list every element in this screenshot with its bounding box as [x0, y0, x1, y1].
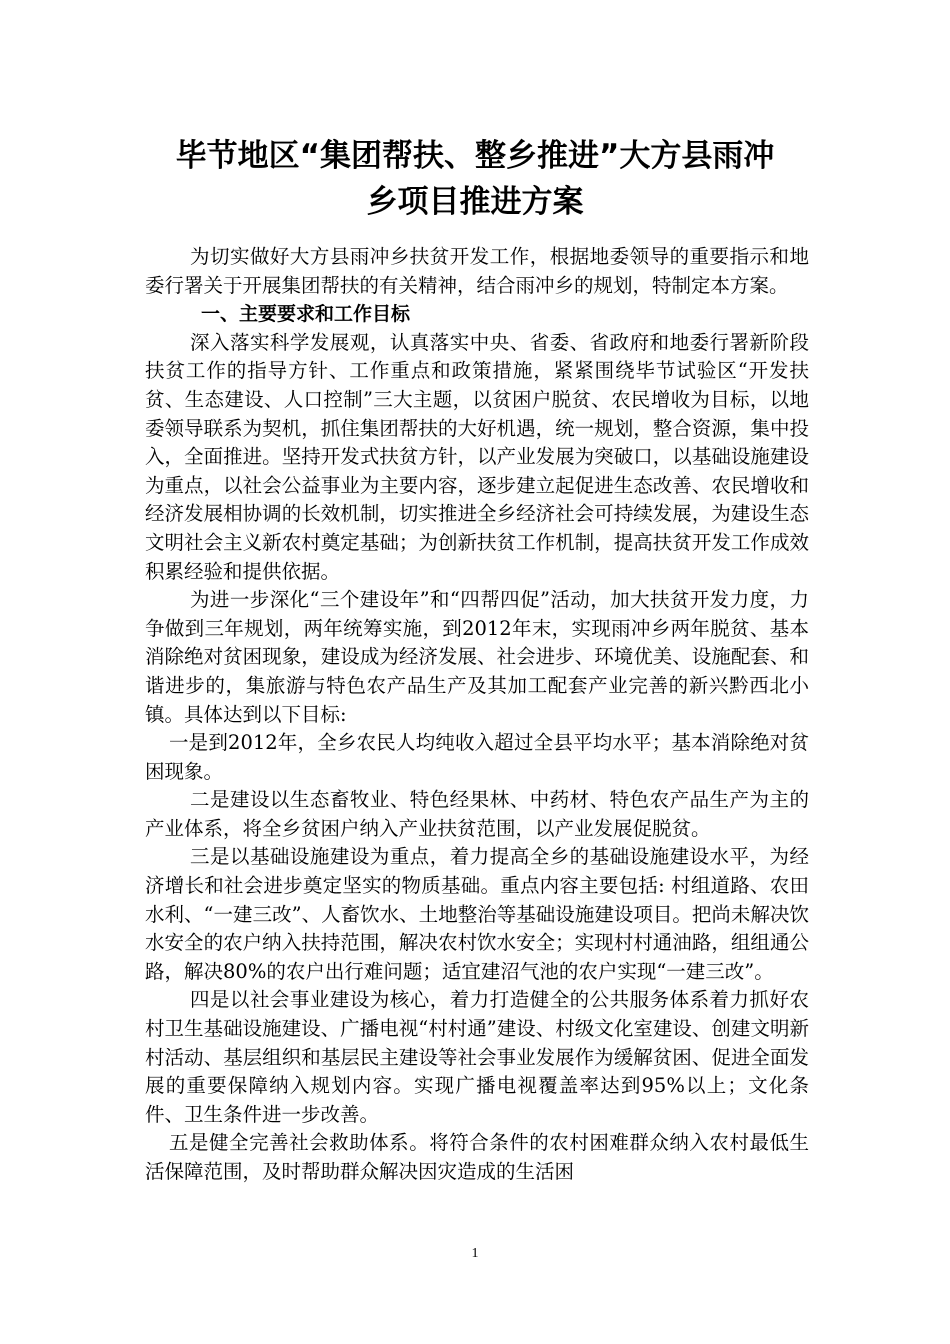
goal-item-4: 四是以社会事业建设为核心，着力打造健全的公共服务体系着力抓好农村卫生基础设施建设、广播电视“村村通”建设、村级文化室建设、创建文明新村活动、基层组织和基层民主建设等社会事业发展作为缓解贫困、促进全面发展的重要保障纳入规划内容。实现广播电视覆盖率达到95%以上；文化条件、卫生条件进一步改善。 [145, 988, 809, 1126]
section-heading-1: 一、主要要求和工作目标 [201, 303, 411, 326]
goal-item-5: 五是健全完善社会救助体系。将符合条件的农村困难群众纳入农村最低生活保障范围，及时帮助群众解决因灾造成的生活困 [145, 1131, 809, 1183]
goal-item-2: 二是建设以生态畜牧业、特色经果林、中药材、特色农产品生产为主的产业体系，将全乡贫困户纳入产业扶贫范围，以产业发展促脱贫。 [145, 788, 809, 840]
body-paragraph: 为进一步深化“三个建设年”和“四帮四促”活动，加大扶贫开发力度，力争做到三年规划，两年统筹实施，到2012年末，实现雨冲乡两年脱贫、基本消除绝对贫困现象，建设成为经济发展、社会进步、环境优美、设施配套、和谐进步的，集旅游与特色农产品生产及其加工配套产业完善的新兴黔西北小镇。具体达到以下目标: [145, 588, 809, 726]
page-number: 1 [471, 1246, 479, 1261]
document-body [145, 243, 809, 1187]
document-title-line-1: 毕节地区“集团帮扶、整乡推进”大方县雨冲 [175, 138, 775, 174]
goal-item-3: 三是以基础设施建设为重点，着力提高全乡的基础设施建设水平，为经济增长和社会进步奠定坚实的物质基础。重点内容主要包括: 村组道路、农田水利、“一建三改”、人畜饮水、土地整治等基础设施建设项目。把尚未解决饮水安全的农户纳入扶持范围，解决农村饮水安全；实现村村通油路，组组通公路，解决80%的农户出行难问题；适宜建沼气池的农户实现“一建三改”。 [145, 845, 809, 983]
document-title-line-2: 乡项目推进方案 [366, 184, 584, 220]
body-paragraph: 深入落实科学发展观，认真落实中央、省委、省政府和地委行署新阶段扶贫工作的指导方针、工作重点和政策措施，紧紧围绕毕节试验区“开发扶贫、生态建设、人口控制”三大主题，以贫困户脱贫、农民增收为目标，以地委领导联系为契机，抓住集团帮扶的大好机遇，统一规划，整合资源，集中投入，全面推进。坚持开发式扶贫方针，以产业发展为突破口，以基础设施建设为重点，以社会公益事业为主要内容，逐步建立起促进生态改善、农民增收和经济发展相协调的长效机制，切实推进全乡经济社会可持续发展，为建设生态文明社会主义新农村奠定基础；为创新扶贫工作机制，提高扶贫开发工作成效积累经验和提供依据。 [145, 330, 809, 583]
intro-paragraph: 为切实做好大方县雨冲乡扶贫开发工作，根据地委领导的重要指示和地委行署关于开展集团帮扶的有关精神，结合雨冲乡的规划，特制定本方案。 [145, 245, 809, 297]
goal-item-1: 一是到2012年，全乡农民人均纯收入超过全县平均水平；基本消除绝对贫困现象。 [145, 731, 809, 783]
